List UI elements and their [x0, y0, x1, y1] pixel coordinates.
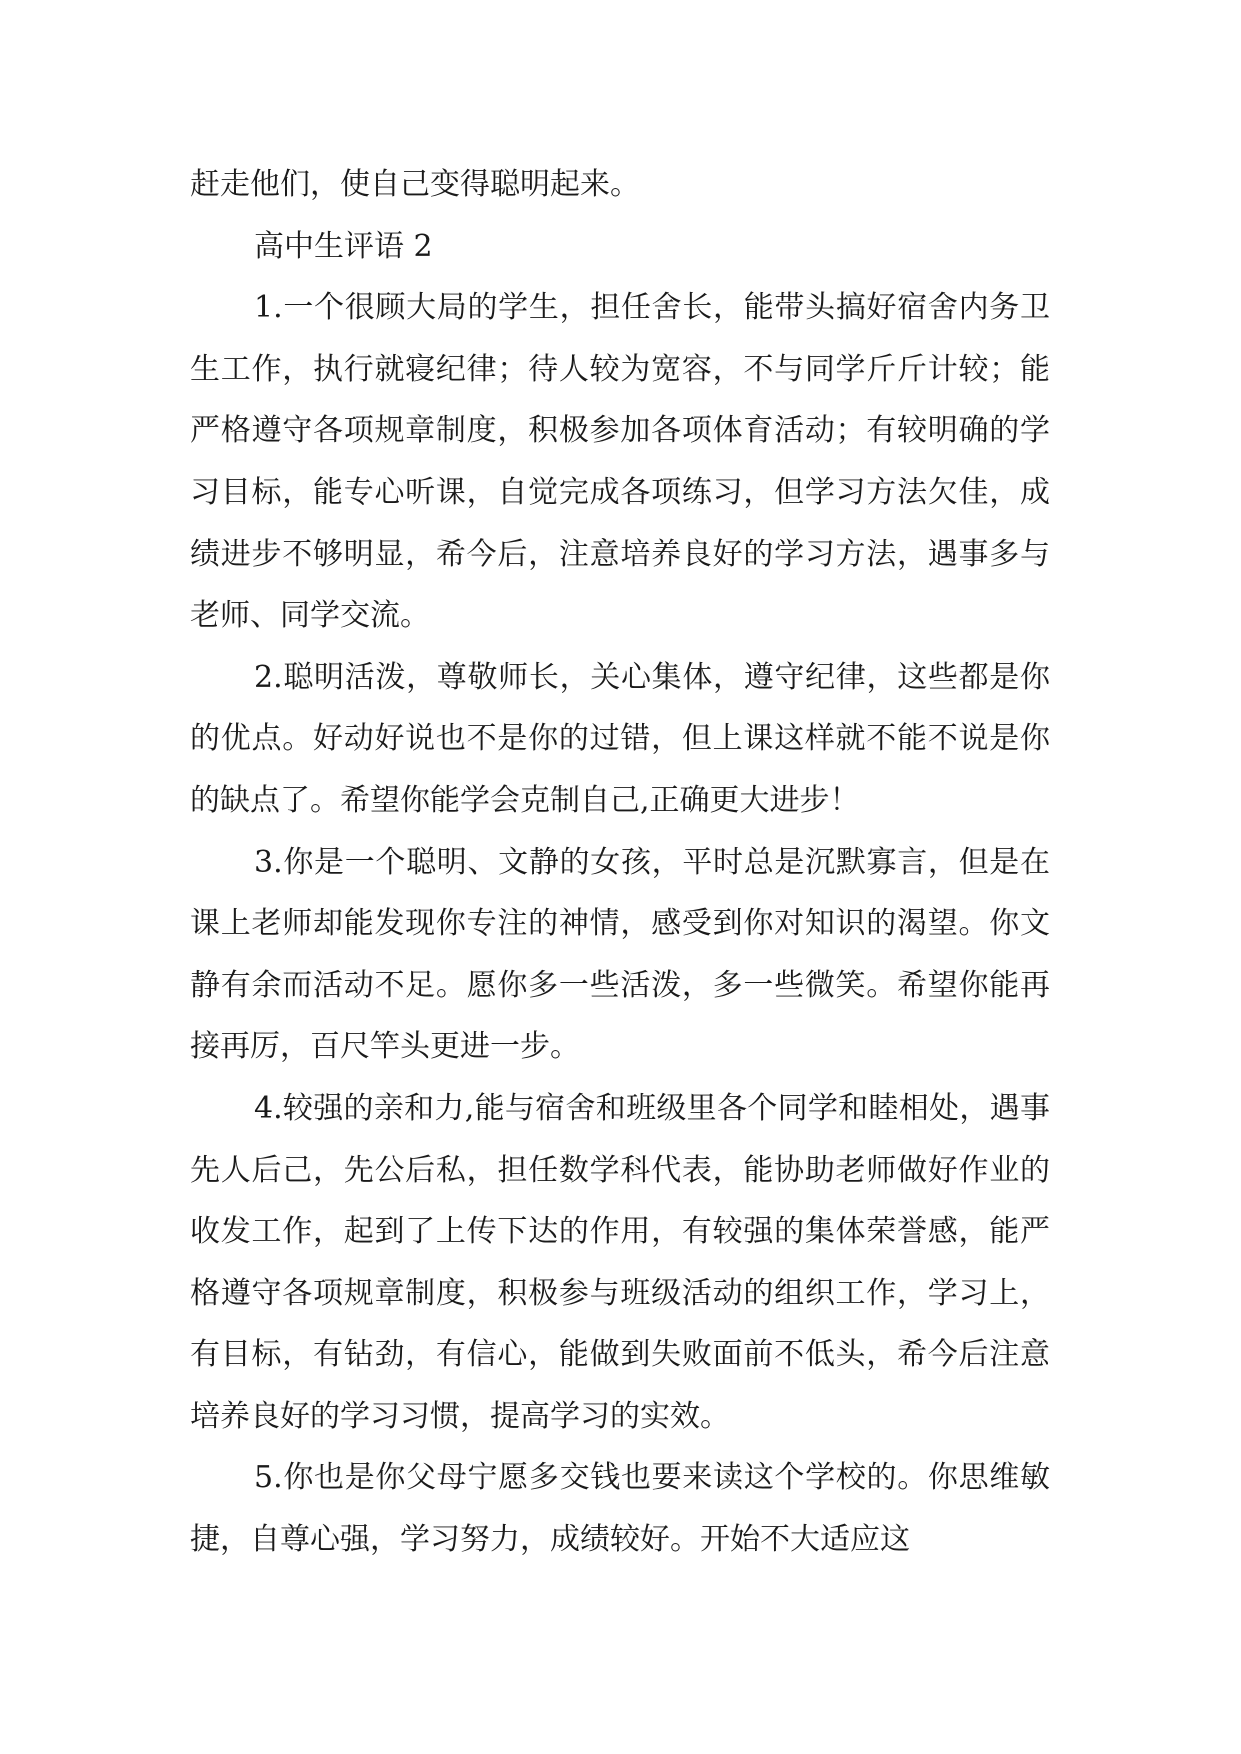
comment-paragraph-3: 3.你是一个聪明、文静的女孩，平时总是沉默寡言，但是在课上老师却能发现你专注的神情，感受到你对知识的渴望。你文静有余而活动不足。愿你多一些活泼，多一些微笑。希望你能再接再厉，百尺竿头更进一步。 [190, 844, 1050, 1065]
comment-paragraph-5: 5.你也是你父母宁愿多交钱也要来读这个学校的。你思维敏捷，自尊心强，学习努力，成绩较好。开始不大适应这 [190, 1460, 1050, 1558]
section-heading: 高中生评语 2 [254, 228, 433, 264]
comment-paragraph-4: 4.较强的亲和力,能与宿舍和班级里各个同学和睦相处，遇事先人后己，先公后私，担任数学科代表，能协助老师做好作业的收发工作，起到了上传下达的作用，有较强的集体荣誉感，能严格遵守各项规章制度，积极参与班级活动的组织工作，学习上，有目标，有钻劲，有信心，能做到失败面前不低头，希今后注意培养良好的学习习惯，提高学习的实效。 [190, 1090, 1050, 1434]
lead-paragraph: 赶走他们，使自己变得聪明起来。 [190, 167, 640, 202]
document-body [190, 154, 1050, 1571]
comment-paragraph-1: 1.一个很顾大局的学生，担任舍长，能带头搞好宿舍内务卫生工作，执行就寝纪律；待人较为宽容，不与同学斤斤计较；能严格遵守各项规章制度，积极参加各项体育活动；有较明确的学习目标，能专心听课，自觉完成各项练习，但学习方法欠佳，成绩进步不够明显，希今后，注意培养良好的学习方法，遇事多与老师、同学交流。 [190, 290, 1050, 634]
comment-paragraph-2: 2.聪明活泼，尊敬师长，关心集体，遵守纪律，这些都是你的优点。好动好说也不是你的过错，但上课这样就不能不说是你的缺点了。希望你能学会克制自己,正确更大进步！ [190, 659, 1050, 818]
